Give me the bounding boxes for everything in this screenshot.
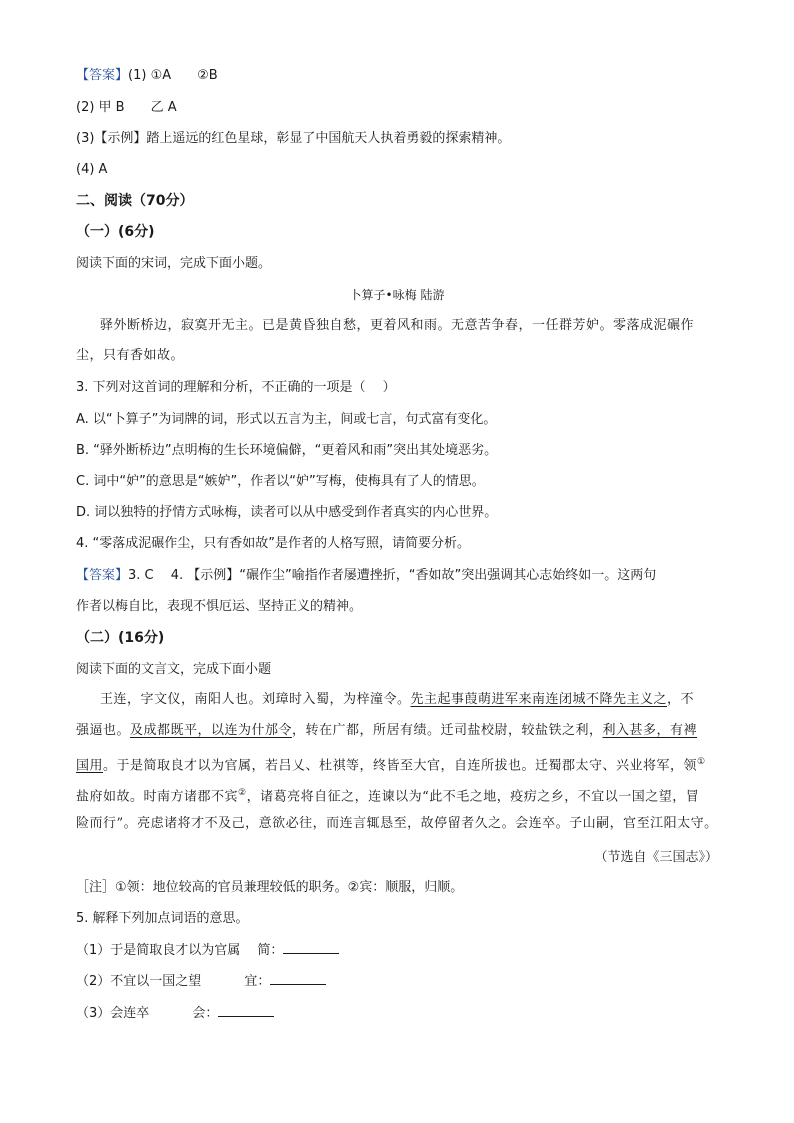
underlined-sentence: 及成都既平，以连为什邡令 [130,723,293,738]
question-5-item-1: （1）于是简取良才以为官属 简： [76,941,339,961]
poem-line-1: 驿外断桥边，寂寞开无主。已是黄昏独自愁，更着风和雨。无意苦争春，一任群芳妒。零落成泥碾作 [100,318,695,333]
answer-tag: 【答案】 [76,68,129,83]
passage-line-2: 强逼也。及成都既平，以连为什邡令，转在广都，所居有绩。迁司盐校尉，较盐铁之利，利入甚多，有裨 [76,723,698,738]
answer-tag: 【答案】 [76,568,129,583]
question-3: 3. 下列对这首词的理解和分析，不正确的一项是（ ） [76,380,396,395]
part1-heading: （一）(6分) [76,224,155,240]
answer-blank[interactable] [283,941,339,954]
option-d: D. 词以独特的抒情方式咏梅，读者可以从中感受到作者真实的内心世界。 [76,505,498,520]
option-a: A. 以“卜算子”为词牌的词，形式以五言为主，间或七言，句式富有变化。 [76,412,497,427]
underlined-sentence: 利入甚多，有裨 [602,723,698,738]
answer-line-3: (3)【示例】踏上遥远的红色星球，彰显了中国航天人执着勇毅的探索精神。 [76,131,511,146]
answer-line-1: 【答案】(1) ①A ②B [76,68,218,83]
answer-3-4-line-2: 作者以梅自比，表现不惧厄运、坚持正义的精神。 [76,599,363,614]
part1-intro: 阅读下面的宋词，完成下面小题。 [76,256,272,271]
part2-intro: 阅读下面的文言文，完成下面小题 [76,662,272,677]
option-c: C. 词中“妒”的意思是“嫉妒”，作者以“妒”写梅，使梅具有了人的情思。 [76,474,485,489]
question-5-item-3: （3）会连卒 会： [76,1004,274,1024]
poem-title: 卜算子•咏梅 陆游 [349,288,445,302]
question-4: 4. “零落成泥碾作尘，只有香如故”是作者的人格写照，请简要分析。 [76,536,471,551]
passage-line-3: 国用。于是简取良才以为官属，若吕乂、杜祺等，终皆至大官，自连所拔也。迁蜀郡太守、兴业将军，领① [76,757,706,774]
answer-blank[interactable] [218,1004,274,1017]
section-heading: 二、阅读（70分） [76,193,194,209]
question-5: 5. 解释下列加点词语的意思。 [76,911,249,926]
option-b: B. “驿外断桥边”点明梅的生长环境偏僻，“更着风和雨”突出其处境恶劣。 [76,443,498,458]
underlined-sentence: 先主起事葭萌进军来南连闭城不降先主义之 [410,692,668,707]
question-5-item-2: （2）不宜以一国之望 宜： [76,972,326,992]
annotation-note: ［注］①领：地位较高的官员兼理较低的职务。②宾：顺服，归顺。 [76,880,464,895]
source-citation: （节选自《三国志》） [594,850,718,865]
passage-line-4: 盐府如故。时南方诸郡不宾②，诸葛亮将自征之，连谏以为“此不毛之地，疫疠之乡，不宜以一国之望，冒 [76,788,700,805]
answer-3-4-line-1: 【答案】3. C 4. 【示例】“碾作尘”喻指作者屡遭挫折，“香如故”突出强调其心志始终如一。这两句 [76,568,657,583]
answer-blank[interactable] [270,972,326,985]
underlined-sentence: 国用 [76,758,104,774]
answer-line-2: (2) 甲 B 乙 A [76,100,177,115]
poem-line-2: 尘，只有香如故。 [76,348,185,363]
answer-line-4: (4) A [76,162,108,177]
part2-heading: （二）(16分) [76,630,165,646]
passage-line-5: 险而行”。亮虑诸将才不及己，意欲必往，而连言辄恳至，故停留者久之。会连卒。子山嗣，官至江阳太守。 [76,816,718,831]
passage-line-1: 王连，字文仪，南阳人也。刘璋时入蜀，为梓潼令。先主起事葭萌进军来南连闭城不降先主义之，不 [100,692,695,707]
